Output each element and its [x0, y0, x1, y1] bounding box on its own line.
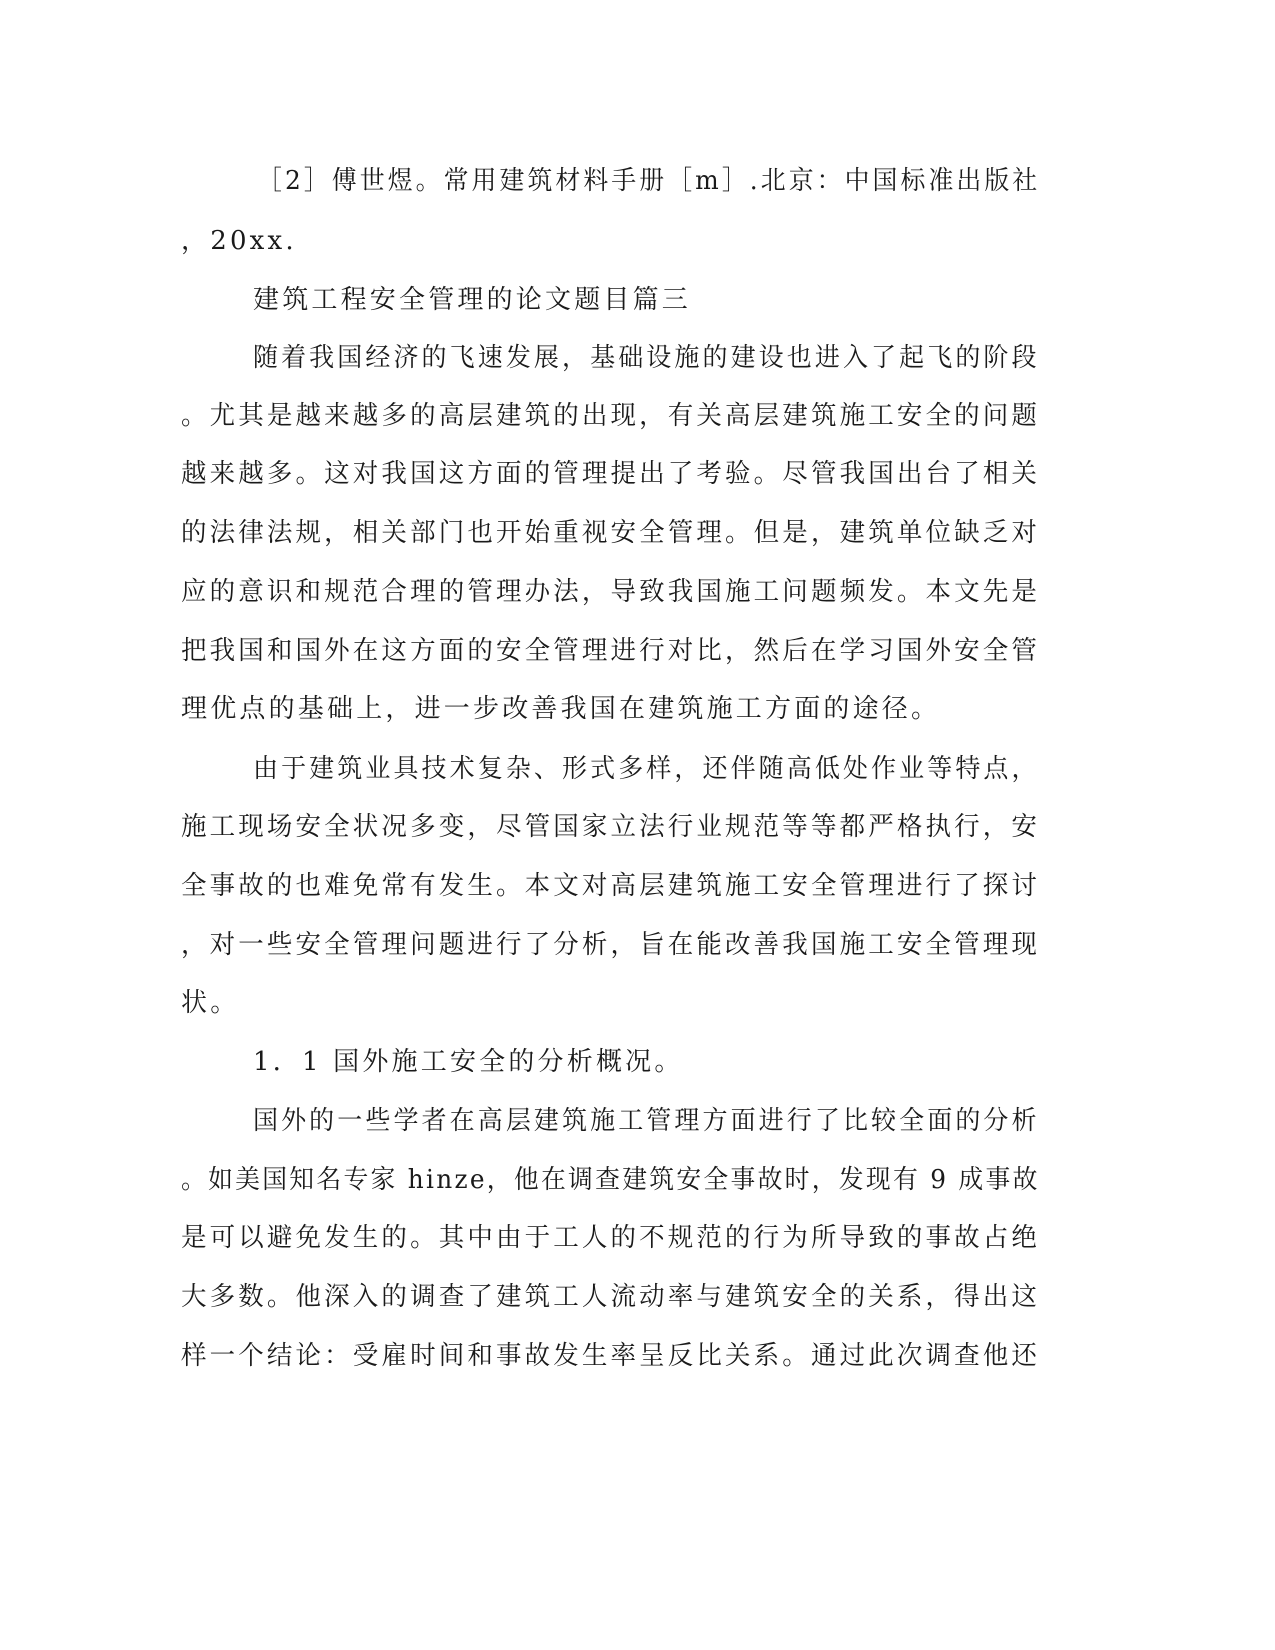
section-title: 建筑工程安全管理的论文题目篇三 — [253, 285, 692, 315]
paragraph-line: 样一个结论：受雇时间和事故发生率呈反比关系。通过此次调查他还 — [181, 1341, 1041, 1371]
paragraph-line: 把我国和国外在这方面的安全管理进行对比，然后在学习国外安全管 — [181, 636, 1041, 666]
paragraph-line: 国外的一些学者在高层建筑施工管理方面进行了比较全面的分析 — [253, 1106, 1040, 1136]
paragraph-line: 施工现场安全状况多变，尽管国家立法行业规范等等都严格执行，安 — [181, 812, 1041, 842]
paragraph-line: 状。 — [181, 988, 240, 1018]
reference-line-continued: ，20xx. — [181, 226, 297, 256]
paragraph-line: 大多数。他深入的调查了建筑工人流动率与建筑安全的关系，得出这 — [181, 1282, 1041, 1312]
paragraph-line: 越来越多。这对我国这方面的管理提出了考验。尽管我国出台了相关 — [181, 459, 1041, 489]
paragraph-line: 理优点的基础上，进一步改善我国在建筑施工方面的途径。 — [181, 694, 941, 724]
paragraph-line: ，对一些安全管理问题进行了分析，旨在能改善我国施工安全管理现 — [181, 930, 1041, 960]
paragraph-line: 随着我国经济的飞速发展，基础设施的建设也进入了起飞的阶段 — [253, 343, 1040, 373]
reference-line: ［2］傅世煜。常用建筑材料手册［m］.北京：中国标准出版社 — [257, 166, 1041, 196]
subsection-heading: 1．1 国外施工安全的分析概况。 — [253, 1047, 684, 1077]
paragraph-line: 。如美国知名专家 hinze，他在调查建筑安全事故时，发现有 9 成事故 — [181, 1165, 1040, 1195]
paragraph-line: 由于建筑业具技术复杂、形式多样，还伴随高低处作业等特点， — [253, 754, 1040, 784]
paragraph-line: 全事故的也难免常有发生。本文对高层建筑施工安全管理进行了探讨 — [181, 871, 1041, 901]
paragraph-line: 是可以避免发生的。其中由于工人的不规范的行为所导致的事故占绝 — [181, 1223, 1041, 1253]
paragraph-line: 应的意识和规范合理的管理办法，导致我国施工问题频发。本文先是 — [181, 577, 1041, 607]
paragraph-line: 。尤其是越来越多的高层建筑的出现，有关高层建筑施工安全的问题 — [181, 401, 1041, 431]
paragraph-line: 的法律法规，相关部门也开始重视安全管理。但是，建筑单位缺乏对 — [181, 518, 1041, 548]
